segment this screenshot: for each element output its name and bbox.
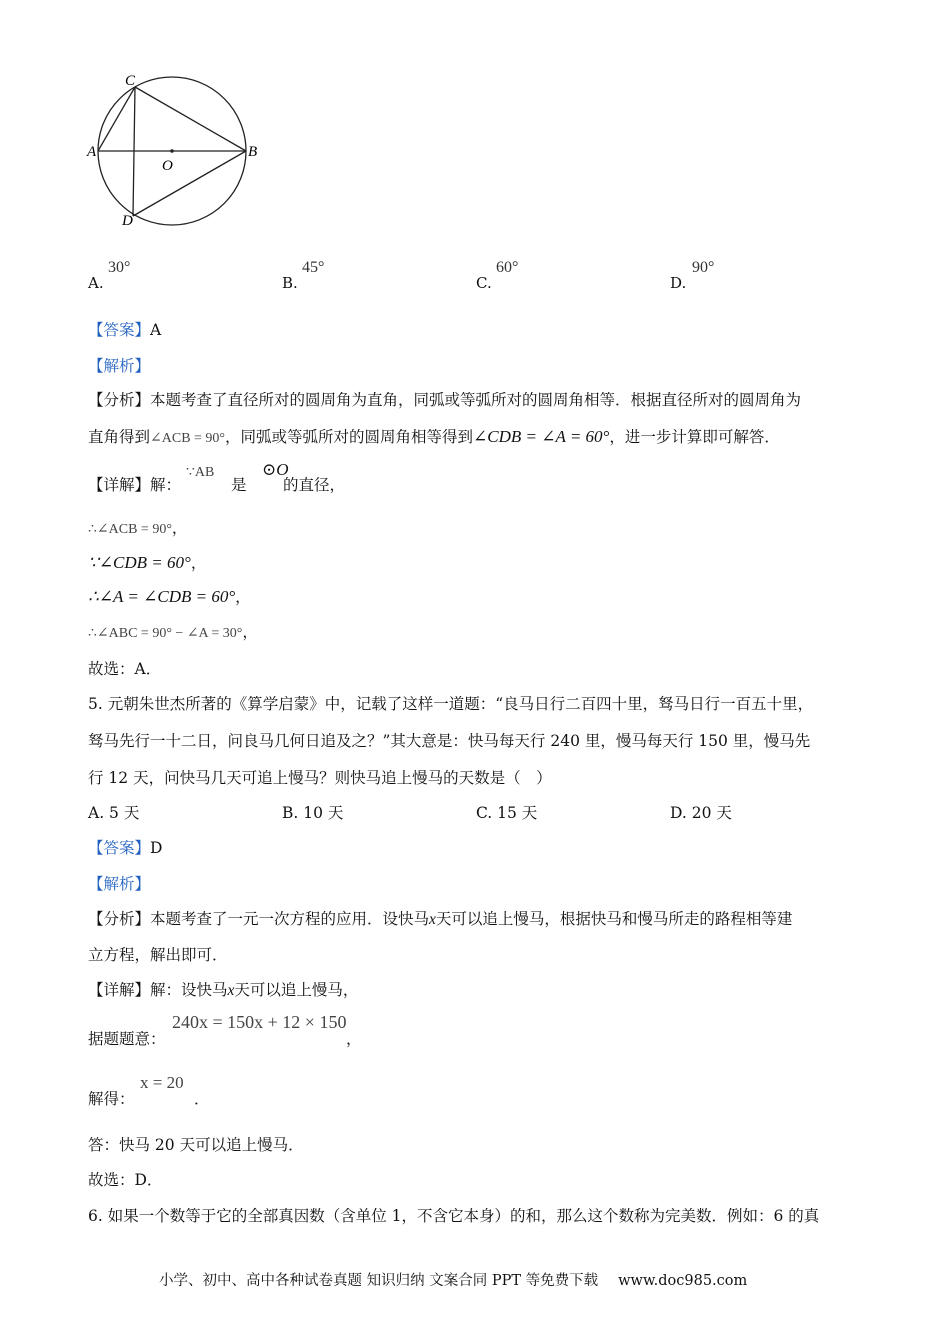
label-c: C: [125, 73, 136, 89]
q4-option-c: C.: [476, 274, 492, 292]
footer: [159, 1269, 747, 1290]
q5-equation: 240x = 150x + 12 × 150: [172, 1012, 347, 1032]
footer-url[interactable]: www.doc985.com: [618, 1273, 748, 1289]
label-b: B: [248, 144, 258, 160]
q4-option-b-value: 45°: [302, 259, 325, 276]
q5-solve-label: 解得：: [88, 1090, 135, 1108]
q4-analysis-tag: 【解析】: [88, 357, 151, 375]
q4-xiangjie: 【详解】解：: [88, 476, 182, 494]
q5-reply: 答：快马 20 天可以追上慢马．: [88, 1136, 304, 1154]
q5-stem-line2: 驽马先行一十二日，问良马几何日追及之？”其大意是：快马每天行 240 里，慢马每天行 150 里，慢马先: [88, 732, 811, 750]
q5-option-c: C. 15 天: [476, 804, 538, 822]
q5-option-b: B. 10 天: [282, 804, 344, 822]
q5-option-d: D. 20 天: [670, 804, 732, 822]
footer-text: 小学、初中、高中各种试卷真题 知识归纳 文案合同 PPT 等免费下载: [159, 1273, 599, 1289]
q4-option-d-value: 90°: [692, 259, 715, 276]
q5-answer: 【答案】D: [88, 839, 163, 857]
q4-xiangjie-tail: 的直径，: [283, 476, 346, 494]
q4-option-a-value: 30°: [108, 259, 131, 276]
q4-step1: ∴∠ACB = 90°，: [88, 519, 188, 537]
q5-stem-line1: 5. 元朝朱世杰所著的《算学启蒙》中，记载了这样一道题：“良马日行二百四十里，驽马日行一百五十里，: [88, 695, 814, 713]
q5-fenxi-line1: 【分析】本题考查了一元一次方程的应用．设快马x天可以追上慢马，根据快马和慢马所走的路程相等建: [88, 910, 793, 928]
q5-solution: x = 20: [140, 1073, 184, 1092]
q5-conclusion: 故选：D．: [88, 1171, 163, 1189]
center-point: [170, 149, 174, 153]
label-a: A: [87, 144, 97, 160]
q5-stem-line3: 行 12 天，问快马几天可追上慢马？则快马追上慢马的天数是（ ）: [88, 769, 552, 787]
segment-db: [133, 151, 246, 216]
q4-fenxi-line1: 【分析】本题考查了直径所对的圆周角为直角，同弧或等弧所对的圆周角相等．根据直径所对的圆周角为: [88, 391, 802, 409]
label-o: O: [162, 158, 173, 174]
q4-xiangjie-math1: ∵AB: [186, 465, 215, 480]
q5-analysis-tag: 【解析】: [88, 875, 151, 893]
segment-cb: [135, 87, 246, 151]
q4-step3: ∴∠A = ∠CDB = 60°，: [88, 587, 251, 606]
q4-option-d: D.: [670, 274, 687, 292]
circle-figure: [80, 70, 280, 230]
q4-option-c-value: 60°: [496, 259, 519, 276]
q4-fenxi-line2: 直角得到∠ACB = 90°，同弧或等弧所对的圆周角相等得到∠CDB = ∠A = 60°，进一步计算即可解答．: [88, 427, 780, 446]
q4-option-b: B.: [282, 274, 298, 292]
q5-option-a: A. 5 天: [88, 804, 140, 822]
q4-conclusion: 故选：A．: [88, 660, 162, 678]
q5-xiangjie: 【详解】解：设快马x天可以追上慢马，: [88, 981, 359, 999]
q4-answer: 【答案】A: [88, 321, 162, 339]
q5-solution-tail: ．: [194, 1090, 210, 1108]
q5-fenxi-line2: 立方程，解出即可．: [88, 946, 228, 964]
label-d: D: [122, 213, 133, 229]
q6-stem-line1: 6. 如果一个数等于它的全部真因数（含单位 1，不含它本身）的和，那么这个数称为完美数．例如：6 的真: [88, 1207, 820, 1225]
q4-xiangjie-shi: 是: [231, 476, 247, 494]
q5-equation-label: 据题题意：: [88, 1030, 166, 1048]
q4-step2: ∵∠CDB = 60°，: [88, 553, 207, 572]
q4-step4: ∴∠ABC = 90° − ∠A = 30°，: [88, 623, 258, 641]
q5-equation-tail: ，: [346, 1030, 362, 1048]
q4-option-a: A.: [88, 274, 104, 292]
segment-ac: [98, 87, 135, 151]
q4-xiangjie-math2: ⊙O: [262, 460, 289, 479]
